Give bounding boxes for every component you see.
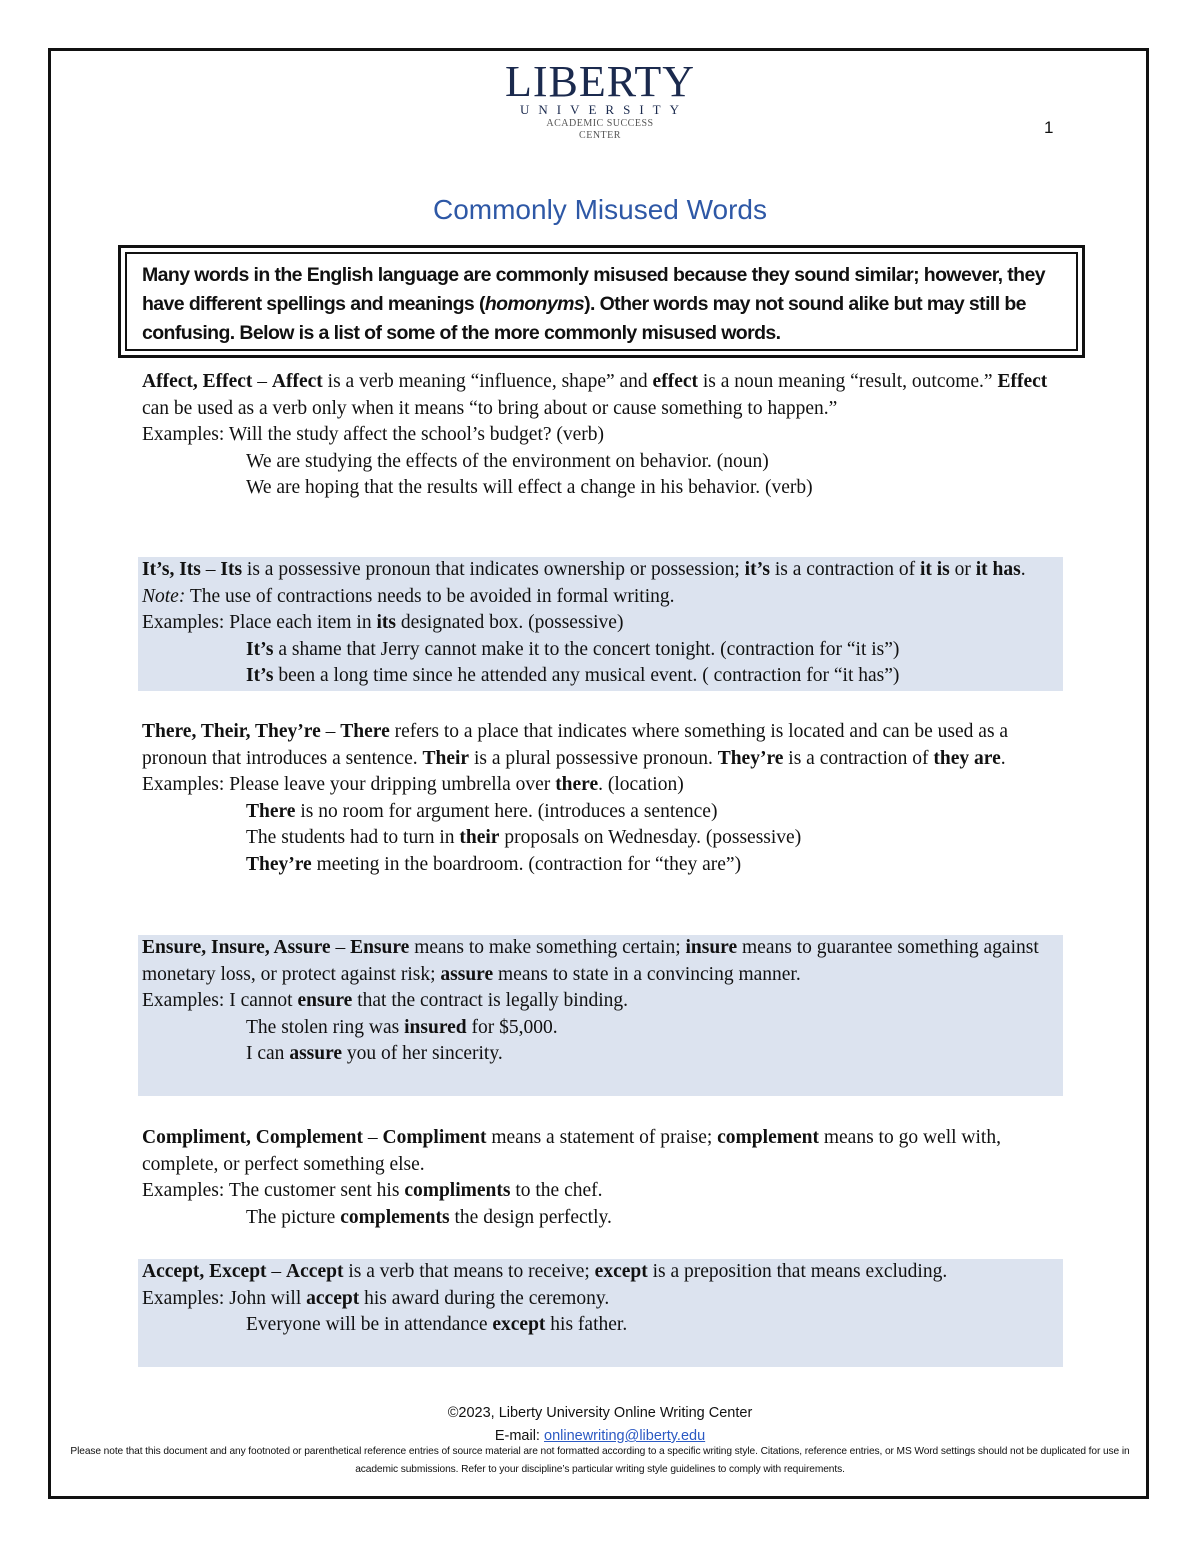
entry-ensure-insure-assure (138, 935, 1063, 1096)
text: The customer sent his (228, 1180, 405, 1202)
example-2 (142, 1312, 1063, 1339)
example-4 (142, 852, 1063, 879)
text: We are studying the effects of the environment on behavior. (noun) (246, 450, 769, 472)
text: The picture (246, 1206, 341, 1228)
text: . (location) (598, 774, 684, 796)
logo-title: LIBERTY (504, 57, 696, 106)
term: Compliment (382, 1127, 487, 1148)
page-number: 1 (1044, 118, 1054, 137)
example-1 (142, 1178, 1063, 1205)
example-3 (142, 825, 1063, 852)
dash: – (330, 937, 351, 958)
text: means to guarantee something against monetary loss, or protect against risk; (142, 937, 1039, 985)
text: Will the study affect the school’s budget? (verb) (228, 424, 605, 446)
text: means a statement of praise; (486, 1127, 718, 1148)
term: There (340, 721, 390, 742)
logo-subtitle: UNIVERSITY (520, 102, 688, 117)
examples-label: Examples: (142, 1287, 230, 1309)
example-1 (142, 988, 1063, 1015)
text: that the contract is legally binding. (352, 990, 628, 1012)
term: compliments (404, 1180, 511, 1202)
term: they are (933, 747, 1001, 769)
text: Everyone will be in attendance (246, 1314, 493, 1336)
term: It’s (246, 638, 274, 660)
text: is a noun meaning “result, outcome.” (698, 371, 998, 392)
text: his award during the ceremony. (359, 1287, 610, 1309)
text: designated box. (possessive) (395, 612, 624, 634)
example-2 (142, 449, 1063, 476)
term: They’re (717, 747, 784, 769)
dash: – (320, 721, 341, 742)
text: to the chef. (510, 1180, 603, 1202)
text: Please leave your dripping umbrella over (229, 774, 556, 796)
term: assure (289, 1043, 343, 1065)
entry-definition (142, 369, 1063, 422)
text: Place each item in (229, 612, 377, 634)
text: The use of contractions needs to be avoided in formal writing. (185, 585, 675, 607)
dash: – (200, 559, 221, 580)
text: The stolen ring was (246, 1016, 405, 1038)
footer-disclaimer: Please note that this document and any footnoted or parenthetical reference entries of source material are not formatted according to a specific writing style. Citations, reference entries, or MS Word settings should not be duplicated for use in academic submissions. Refer to your discipline’s particular writing style guidelines to comply with requirements. (70, 1446, 1130, 1475)
examples-label: Examples: (142, 612, 230, 634)
text: means to go well with, complete, or perfect something else. (142, 1127, 1001, 1175)
text: is a verb meaning “influence, shape” and (322, 371, 653, 392)
entry-there-their-theyre (138, 719, 1063, 879)
entry-heading: Ensure, Insure, Assure (142, 937, 331, 958)
example-2 (142, 637, 1063, 664)
note-label: Note: (142, 585, 186, 607)
text: you of her sincerity. (342, 1043, 503, 1065)
term: accept (306, 1287, 360, 1309)
example-1 (142, 1286, 1063, 1313)
text: . (1000, 747, 1006, 769)
entry-definition (142, 719, 1063, 772)
term: it is (919, 559, 950, 580)
term: there (555, 774, 599, 796)
example-3 (142, 663, 1063, 690)
entry-accept-except (138, 1259, 1063, 1367)
example-3 (142, 475, 1063, 502)
entry-heading: Accept, Except (142, 1261, 267, 1282)
term: Its (220, 559, 243, 580)
example-1 (142, 772, 1063, 799)
entry-compliment-complement (138, 1125, 1063, 1231)
entry-definition (142, 1259, 1063, 1286)
term: complement (717, 1127, 819, 1148)
text: a shame that Jerry cannot make it to the concert tonight. (contraction for “it is”) (273, 638, 900, 660)
logo-line-2: CENTER (579, 130, 621, 141)
term: their (459, 827, 500, 849)
text: John will (229, 1287, 307, 1309)
term: They’re (246, 853, 312, 875)
text: is a contraction of (783, 747, 934, 769)
examples-label: Examples: (142, 774, 230, 796)
term: its (376, 612, 396, 634)
entry-heading: It’s, Its (142, 559, 201, 580)
term: it has (975, 559, 1021, 580)
email-link[interactable]: onlinewriting@liberty.edu (544, 1428, 706, 1444)
page-title: Commonly Misused Words (432, 194, 768, 225)
text: is a preposition that means excluding. (647, 1261, 948, 1282)
entry-affect-effect (138, 369, 1063, 502)
examples-label: Examples: (142, 1180, 229, 1202)
example-1 (142, 610, 1063, 637)
text: is a contraction of (769, 559, 920, 580)
term: Effect (997, 371, 1048, 392)
example-2 (142, 799, 1063, 826)
logo-line-1: ACADEMIC SUCCESS (546, 118, 654, 129)
example-3 (142, 1041, 1063, 1068)
intro-text-part2: ). Other words may not sound alike but may still be confusing. Below is a list of some of the more commonly misused words. (142, 293, 1026, 344)
examples-label: Examples: (142, 424, 229, 446)
term: insured (404, 1016, 467, 1038)
liberty-university-logo (470, 57, 730, 142)
term: Affect (271, 371, 323, 392)
entry-heading: Affect, Effect (142, 371, 253, 392)
text: The students had to turn in (246, 827, 460, 849)
text: proposals on Wednesday. (possessive) (499, 827, 802, 849)
intro-box (118, 245, 1085, 358)
examples-label: Examples: (142, 990, 230, 1012)
term: Accept (286, 1261, 344, 1282)
entry-definition (142, 935, 1063, 988)
term: It’s (246, 665, 274, 687)
entry-definition (142, 557, 1063, 610)
term: except (492, 1314, 546, 1336)
text: meeting in the boardroom. (contraction for “they are”) (311, 853, 742, 875)
text: been a long time since he attended any musical event. ( contraction for “it has”) (273, 665, 900, 687)
text: I cannot (229, 990, 298, 1012)
text: means to state in a convincing manner. (493, 963, 801, 985)
term: ensure (297, 990, 353, 1012)
text: his father. (545, 1314, 628, 1336)
text: refers to a place that indicates where something is located and can be used as a pronoun that introduces a sentence. (142, 721, 1009, 769)
example-1 (142, 422, 1063, 449)
entry-definition (142, 1125, 1063, 1178)
term: insure (685, 937, 738, 958)
text: for $5,000. (466, 1016, 558, 1038)
term: effect (652, 371, 698, 392)
text: is a possessive pronoun that indicates ownership or possession; (242, 559, 745, 580)
intro-text (125, 252, 1078, 351)
entry-heading: There, Their, They’re (142, 721, 321, 742)
dash: – (266, 1261, 287, 1282)
example-2 (142, 1015, 1063, 1042)
term: Their (422, 747, 470, 769)
term: it’s (744, 559, 770, 580)
intro-homonyms: homonyms (484, 293, 585, 315)
term: assure (440, 963, 494, 985)
email-label: E-mail: (494, 1428, 544, 1444)
term: complements (340, 1206, 450, 1228)
text: or (949, 559, 976, 580)
dash: – (362, 1127, 383, 1148)
entry-its (138, 557, 1063, 691)
text: I can (246, 1043, 290, 1065)
entry-heading: Compliment, Complement (142, 1127, 363, 1148)
term: except (594, 1261, 648, 1282)
text: is no room for argument here. (introduces a sentence) (295, 800, 718, 822)
text: can be used as a verb only when it means “to bring about or cause something to happen.” (142, 397, 838, 419)
text: We are hoping that the results will effect a change in his behavior. (verb) (246, 477, 813, 499)
intro-text-part1: Many words in the English language are commonly misused because they sound similar; however, they have different spellings and meanings ( (142, 264, 1045, 315)
term: Ensure (350, 937, 410, 958)
footer-email-line (52, 1428, 1148, 1444)
text: is a verb that means to receive; (343, 1261, 595, 1282)
term: There (246, 800, 296, 822)
text: . (1020, 559, 1026, 580)
text: the design perfectly. (449, 1206, 612, 1228)
example-2 (142, 1205, 1063, 1232)
footer-copyright: ©2023, Liberty University Online Writing Center (447, 1405, 753, 1421)
text: is a plural possessive pronoun. (469, 747, 718, 769)
dash: – (252, 371, 272, 392)
text: means to make something certain; (409, 937, 686, 958)
